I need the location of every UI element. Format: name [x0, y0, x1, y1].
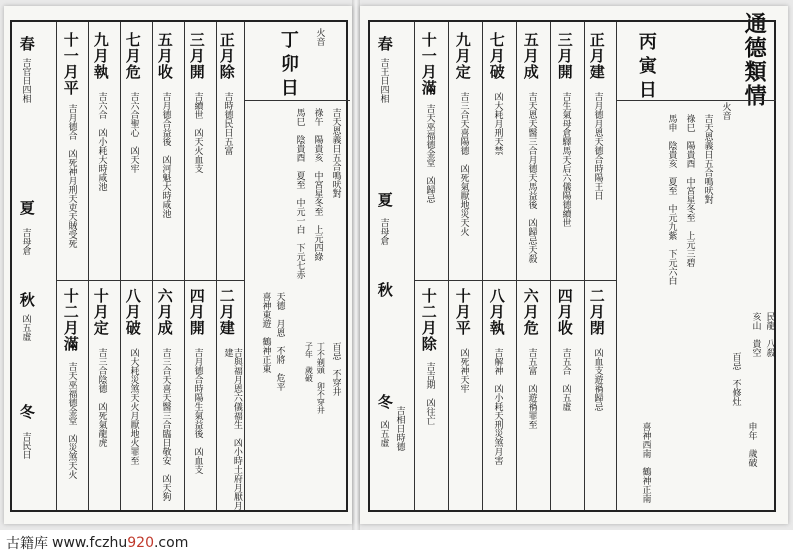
season-winter: 冬 [17, 404, 36, 420]
divider [184, 22, 185, 510]
divider [550, 22, 551, 510]
season-note-spring: 吉官日四相 [20, 58, 31, 103]
season-summer: 夏 [17, 200, 36, 216]
month-label: 十月平 [453, 288, 472, 336]
month-text: 凶死神天牢 [458, 348, 469, 393]
detail-line: 子年 歲破 [304, 342, 314, 382]
site-url-prefix[interactable]: www.fczhu [52, 534, 128, 551]
month-label: 三月開 [187, 32, 206, 80]
month-label: 九月執 [91, 32, 110, 80]
month-text: 吉天恩天醫三合月德天馬益後 凶歸忌天殺 [526, 92, 537, 263]
season-note-summer: 吉母倉 [378, 218, 389, 245]
site-name: 古籍库 [6, 535, 48, 552]
season-extra: 凶五虛 [378, 420, 389, 447]
detail-line: 丁不剃頭 卯不穿井 [316, 342, 326, 414]
season-note-winter: 吉相日時德 [394, 406, 405, 451]
season-summer: 夏 [375, 192, 394, 208]
detail-line: 吉天恩義日五合鳴吠對 [702, 114, 713, 204]
detail-line: 百忌 不修灶 [730, 352, 741, 406]
season-note-spring: 吉王日四相 [378, 58, 389, 103]
month-label: 二月建 [217, 288, 236, 336]
divider [584, 22, 585, 510]
month-label: 三月開 [555, 32, 574, 80]
site-footer [0, 530, 793, 555]
month-text: 吉月德月恩天德合時陽王日 [592, 92, 603, 200]
month-text: 凶血支遊禍歸忌 [592, 348, 603, 411]
month-text: 吉三合天喜陽德 凶死氣厭地災天火 [458, 92, 469, 236]
month-label: 八月執 [487, 288, 506, 336]
detail-line: 馬巳 陰貴酉 夏至 中元一白 下元七赤 [294, 108, 305, 279]
month-label: 五月成 [521, 32, 540, 80]
divider [216, 22, 217, 510]
detail-line: 祿巳 陽貴酉 中宮星冬至 上元三碧 [684, 114, 695, 267]
month-label: 四月收 [555, 288, 574, 336]
detail-line: 天德 月恩 不將 危平 [274, 292, 285, 391]
month-text: 吉六合 凶小耗大時咸池 [96, 92, 107, 191]
season-autumn: 秋 [17, 292, 36, 308]
left-page [4, 6, 352, 524]
detail-line: 祿午 陽貴亥 中宮星冬至 上元四綠 [312, 108, 323, 261]
book-title-header: 通德類情 [741, 12, 768, 108]
month-text: 凶大耗月刑天禁 [492, 92, 503, 155]
detail-line: 百忌 不穿井 [330, 342, 341, 396]
month-label: 七月破 [487, 32, 506, 80]
detail-line: 喜神東遊 鶴神正東 [260, 292, 271, 373]
season-spring: 春 [375, 36, 394, 52]
divider [244, 22, 245, 510]
divider [414, 280, 616, 281]
left-page-frame [10, 20, 348, 512]
month-text: 吉月德合益後 凶河魁大時咸池 [160, 92, 171, 218]
month-label: 五月收 [155, 32, 174, 80]
detail-line: 申年 歲破 [746, 422, 757, 467]
divider [120, 22, 121, 510]
season-note-winter: 吉民日 [20, 432, 31, 459]
month-label: 六月成 [155, 288, 174, 336]
month-label: 四月開 [187, 288, 206, 336]
detail-line: 馬申 陰貴亥 夏至 中元九紫 下元六白 [666, 114, 677, 285]
month-text: 吉時德民日五富 [222, 92, 233, 155]
right-page [360, 6, 788, 524]
month-label: 十二月除 [419, 288, 438, 352]
month-text: 吉月德合時陽生氣益後 凶血支 [192, 348, 203, 474]
divider [448, 22, 449, 510]
month-label: 十月定 [91, 288, 110, 336]
season-note-autumn: 凶五虛 [20, 314, 31, 341]
detail-line: 吉天恩義日五合鳴吠對 [330, 108, 341, 198]
detail-line: 民龍 八殺 [764, 312, 775, 357]
month-text: 吉與福月恩六儀福生 凶小時土府月厭月建 [222, 348, 242, 510]
divider [482, 22, 483, 510]
month-text: 吉續世 凶天火血支 [192, 92, 203, 173]
month-text: 吉三合天喜天醫三合臨日敬安 凶天狗 [160, 348, 171, 501]
month-text: 吉吉期 凶往亡 [424, 362, 435, 425]
month-label: 十一月滿 [419, 32, 438, 96]
month-text: 吉三合陰德 凶死氣龍虎 [96, 348, 107, 447]
month-text: 吉六合聖心 凶天牢 [128, 92, 139, 173]
month-text: 吉月德合 凶死神月刑天吏天賊受死 [66, 104, 77, 248]
month-label: 八月破 [123, 288, 142, 336]
month-label: 十二月滿 [61, 288, 80, 352]
divider [516, 22, 517, 510]
month-label: 二月閉 [587, 288, 606, 336]
month-label: 九月定 [453, 32, 472, 80]
divider [56, 22, 57, 510]
detail-line: 亥山 貴空 [750, 312, 761, 357]
month-label: 十一月平 [61, 32, 80, 96]
huoyin-label: 火音 [314, 28, 325, 46]
month-label: 正月建 [587, 32, 606, 80]
month-label: 六月危 [521, 288, 540, 336]
season-autumn: 秋 [375, 282, 394, 298]
month-label: 七月危 [123, 32, 142, 80]
season-note-summer: 吉母倉 [20, 228, 31, 255]
month-text: 吉生氣母倉驛馬天后六儀陽德續世 [560, 92, 571, 227]
book-gutter [352, 0, 360, 530]
month-text: 吉五合 凶五虛 [560, 348, 571, 411]
right-page-frame [368, 20, 776, 512]
month-label: 正月除 [217, 32, 236, 80]
site-url-suffix[interactable]: .com [153, 534, 189, 551]
day-title: 丁卯日 [277, 30, 299, 102]
month-text: 凶大耗災煞天火月厭地火罪至 [128, 348, 139, 465]
day-title: 丙寅日 [635, 32, 657, 104]
detail-line: 喜神西南 鶴神正南 [640, 422, 651, 503]
site-url-number[interactable]: 920 [127, 534, 154, 551]
month-text: 吉五富 凶遊禍罪至 [526, 348, 537, 429]
season-spring: 春 [17, 36, 36, 52]
month-text: 吉天巫福德金堂 凶災煞天火 [66, 362, 77, 479]
divider [616, 22, 617, 510]
month-text: 吉解神 凶小耗天刑災煞月害 [492, 348, 503, 465]
season-winter: 冬 [375, 394, 394, 410]
huoyin-label: 火音 [720, 102, 731, 120]
divider [414, 22, 415, 510]
month-text: 吉天巫福德金堂 凶歸忌 [424, 104, 435, 203]
divider [152, 22, 153, 510]
divider [88, 22, 89, 510]
